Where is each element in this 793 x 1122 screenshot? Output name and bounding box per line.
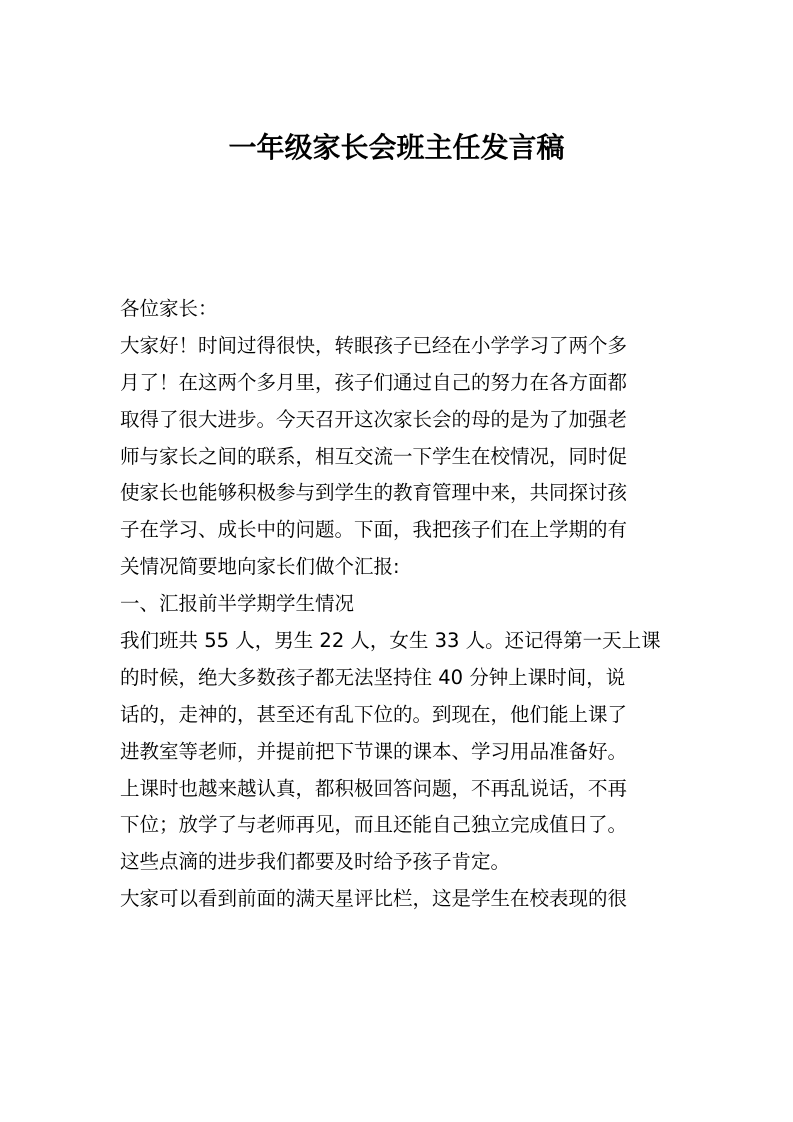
paragraph-line: 大家可以看到前面的满天星评比栏，这是学生在校表现的很	[120, 887, 628, 911]
paragraph-line: 这些点滴的进步我们都要及时给予孩子肯定。	[120, 850, 511, 874]
paragraph-line: 月了！在这两个多月里，孩子们通过自己的努力在各方面都	[120, 370, 628, 394]
paragraph-line: 下位；放学了与老师再见，而且还能自己独立完成值日了。	[120, 813, 628, 837]
section-heading: 一、汇报前半学期学生情况	[120, 592, 355, 616]
paragraph-line: 取得了很大进步。今天召开这次家长会的母的是为了加强老	[120, 407, 628, 431]
paragraph-line: 进教室等老师，并提前把下节课的课本、学习用品准备好。	[120, 739, 628, 763]
document-title: 一年级家长会班主任发言稿	[228, 131, 565, 164]
paragraph-line: 的时候，绝大多数孩子都无法坚持住 40 分钟上课时间，说	[120, 665, 626, 689]
paragraph-line: 上课时也越来越认真，都积极回答问题，不再乱说话，不再	[120, 776, 628, 800]
paragraph-line: 使家长也能够积极参与到学生的教育管理中来，共同探讨孩	[120, 481, 628, 505]
salutation: 各位家长：	[120, 297, 218, 320]
paragraph-line: 我们班共 55 人，男生 22 人，女生 33 人。还记得第一天上课	[120, 629, 661, 653]
document-body	[120, 291, 680, 918]
paragraph-line: 关情况简要地向家长们做个汇报:	[120, 555, 400, 579]
paragraph-line: 子在学习、成长中的问题。下面，我把孩子们在上学期的有	[120, 518, 628, 542]
paragraph-line: 话的，走神的，甚至还有乱下位的。到现在，他们能上课了	[120, 702, 628, 726]
paragraph-line: 师与家长之间的联系，相互交流一下学生在校情况，同时促	[120, 444, 628, 468]
paragraph-line: 大家好！时间过得很快，转眼孩子已经在小学学习了两个多	[120, 333, 628, 357]
